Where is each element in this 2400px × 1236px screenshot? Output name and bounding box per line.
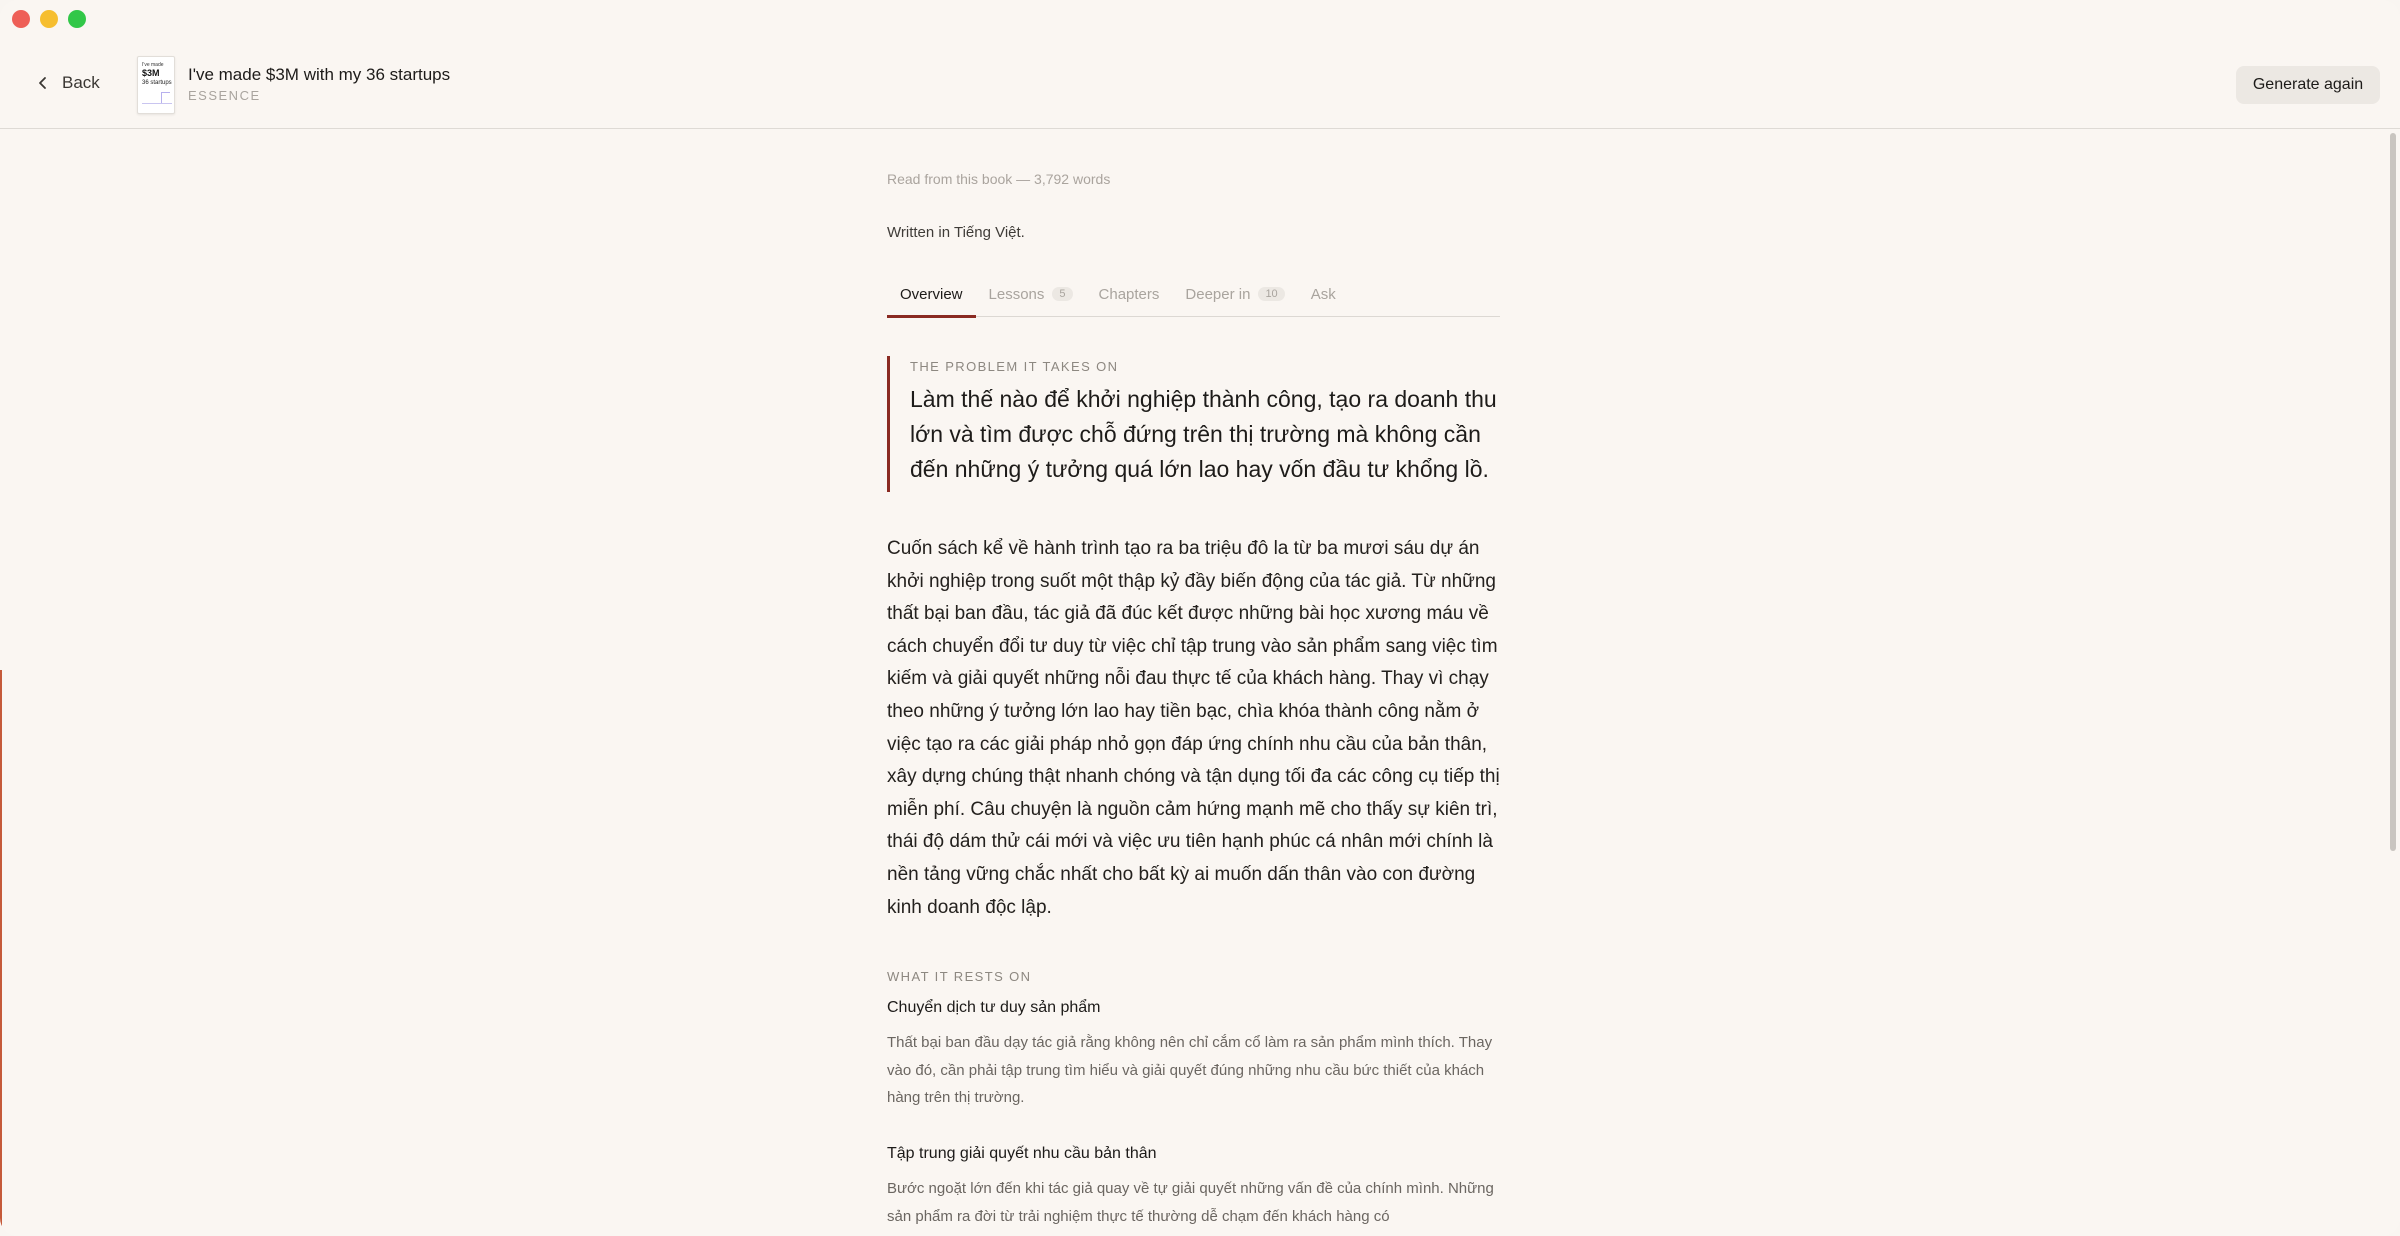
rests-on-eyebrow: WHAT IT RESTS ON [887, 969, 1032, 984]
read-meta: Read from this book — 3,792 words [887, 171, 1111, 187]
rests-on-item-body: Bước ngoặt lớn đến khi tác giả quay về tự giải quyết những vấn đề của chính mình. Những sản phẩm ra đời từ trải nghiệm thực tế thường dễ chạm đến khách hàng có [887, 1180, 1494, 1225]
rests-on-item-title: Tập trung giải quyết nhu cầu bản thân [887, 1145, 1157, 1162]
problem-callout [887, 356, 1500, 492]
window-minimize-button[interactable] [40, 10, 58, 28]
tab-bar [887, 271, 1500, 317]
rests-on-item [887, 1145, 1500, 1230]
rests-on-item-body: Thất bại ban đầu dạy tác giả rằng không nên chỉ cắm cổ làm ra sản phẩm mình thích. Thay vào đó, cần phải tập trung tìm hiểu và giải quyết đúng những nhu cầu bức thiết của khách hàng trên thị trường. [887, 1034, 1493, 1106]
cover-line-3: 36 startups [142, 80, 172, 86]
tab-lessons[interactable] [976, 271, 1086, 317]
problem-question: Làm thế nào để khởi nghiệp thành công, tạo ra doanh thu lớn và tìm được chỗ đứng trên thị trường mà không cần đến những ý tưởng quá lớn lao hay vốn đầu tư khổng lồ. [910, 386, 1497, 482]
tab-label: Lessons [988, 285, 1045, 303]
tab-ask[interactable] [1298, 271, 1349, 317]
tab-chapters[interactable] [1086, 271, 1173, 317]
book-title: I've made $3M with my 36 startups [188, 65, 451, 84]
tab-label: Ask [1310, 285, 1336, 303]
cover-line-2: $3M [142, 68, 160, 78]
tab-deeper-in[interactable] [1172, 271, 1297, 317]
language-note: Written in Tiếng Việt. [887, 224, 1025, 241]
scrollbar-thumb[interactable] [2390, 133, 2396, 851]
rests-on-item-title: Chuyển dịch tư duy sản phẩm [887, 999, 1101, 1016]
tab-label: Overview [900, 285, 963, 303]
tab-count-badge: 10 [1258, 287, 1284, 301]
chevron-left-icon [36, 76, 50, 90]
window-close-button[interactable] [12, 10, 30, 28]
cover-line-1: I've made [142, 62, 164, 68]
rests-on-item [887, 999, 1500, 1112]
book-kind-label: ESSENCE [188, 88, 261, 103]
generate-again-button[interactable]: Generate again [2236, 66, 2380, 104]
book-cover-thumbnail [137, 56, 175, 114]
tab-label: Chapters [1098, 285, 1160, 303]
tab-label: Deeper in [1185, 285, 1251, 303]
top-bar [0, 38, 2400, 129]
window-controls [12, 10, 86, 28]
tab-count-badge: 5 [1052, 287, 1072, 301]
summary-paragraph: Cuốn sách kể về hành trình tạo ra ba triệu đô la từ ba mươi sáu dự án khởi nghiệp trong suốt một thập kỷ đầy biến động của tác giả. Từ những thất bại ban đầu, tác giả đã đúc kết được những bài học xương máu về cách chuyển đổi tư duy từ việc chỉ tập trung vào sản phẩm sang việc tìm kiếm và giải quyết những nỗi đau thực tế của khách hàng. Thay vì chạy theo những ý tưởng lớn lao hay tiền bạc, chìa khóa thành công nằm ở việc tạo ra các giải pháp nhỏ gọn đáp ứng chính nhu cầu của bản thân, xây dựng chúng thật nhanh chóng và tận dụng tối đa các công cụ tiếp thị miễn phí. Câu chuyện là nguồn cảm hứng mạnh mẽ cho thấy sự kiên trì, thái độ dám thử cái mới và việc ưu tiên hạnh phúc cá nhân mới chính là nền tảng vững chắc nhất cho bất kỳ ai muốn dấn thân vào con đường kinh doanh độc lập. [887, 538, 1500, 918]
tab-overview[interactable] [887, 271, 976, 317]
back-button[interactable] [36, 68, 100, 98]
problem-eyebrow: THE PROBLEM IT TAKES ON [910, 359, 1119, 374]
window-maximize-button[interactable] [68, 10, 86, 28]
back-label: Back [62, 73, 100, 92]
edge-accent [0, 670, 2, 1236]
cover-chart-graphic [142, 90, 172, 104]
